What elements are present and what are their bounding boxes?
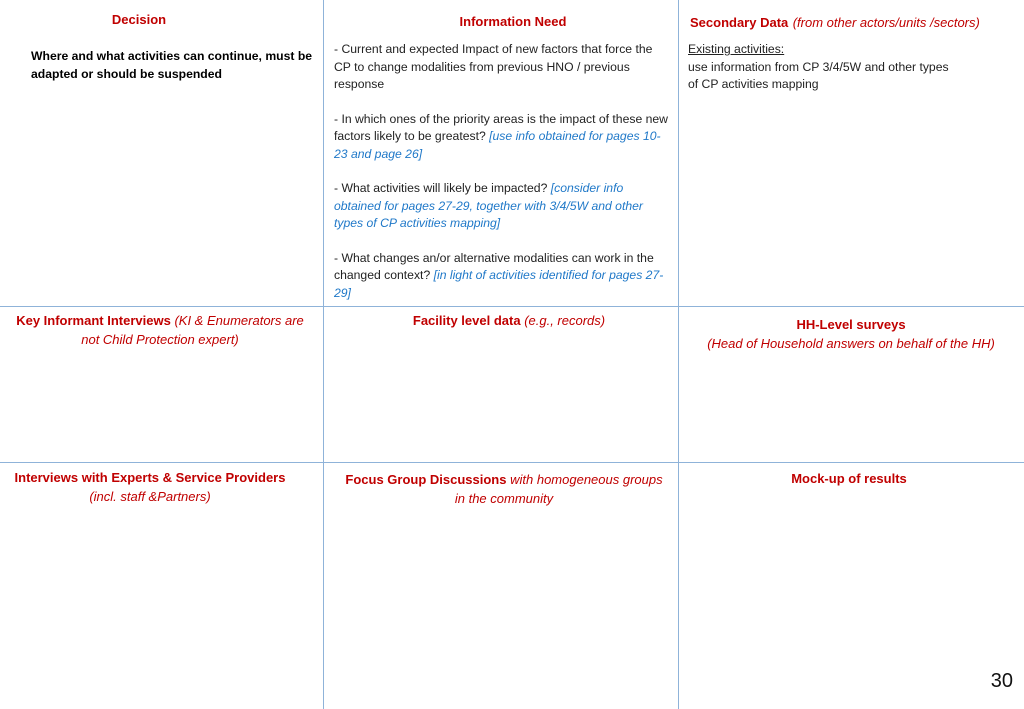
- hh-title: HH-Level surveys: [796, 317, 906, 332]
- mockup-title: Mock-up of results: [791, 471, 907, 486]
- mockup-cell: [678, 463, 1020, 486]
- information-need-item-2: [334, 111, 668, 164]
- information-need-item-3-note: [consider info obtained for pages 27-29, together with 3/4/5W and other types of CP activities mapping]: [334, 181, 643, 230]
- facility-heading: [323, 307, 695, 328]
- kii-cell: [0, 307, 312, 349]
- page-number: 30: [990, 670, 1013, 692]
- information-need-title: Information Need: [459, 14, 567, 29]
- experts-title: Interviews with Experts & Service Providers: [14, 470, 286, 485]
- existing-activities-text: use information from CP 3/4/5W and other types of CP activities mapping: [688, 59, 949, 91]
- fgd-cell: [345, 463, 663, 508]
- experts-cell: [0, 463, 290, 506]
- secondary-data-subtitle: (from other actors/units /sectors): [792, 15, 980, 30]
- fgd-subtitle: with homogeneous groups in the community: [454, 472, 663, 506]
- kii-title: Key Informant Interviews: [16, 313, 171, 328]
- secondary-data-body: [688, 41, 958, 94]
- kii-heading: [0, 307, 312, 349]
- information-need-item-1: [334, 41, 668, 94]
- hh-cell: [678, 307, 1024, 353]
- information-need-item-3: [334, 180, 668, 233]
- decision-text: Where and what activities can continue, must be adapted or should be suspended: [31, 49, 313, 81]
- information-need-item-4-note: [in light of activities identified for pages 27-29]: [334, 268, 664, 300]
- secondary-data-cell: [678, 0, 1024, 306]
- information-need-item-2-text: - In which ones of the priority areas is the impact of these new factors likely to be greatest?: [334, 111, 668, 143]
- facility-title: Facility level data: [412, 313, 521, 328]
- information-need-item-4-text: - What changes an/or alternative modalities can work in the changed context?: [334, 250, 654, 282]
- hh-subtitle: (Head of Household answers on behalf of the HH): [707, 336, 995, 351]
- decision-title: Decision: [111, 12, 167, 27]
- information-need-item-1-text: - Current and expected Impact of new factors that force the CP to change modalities from previous HNO / previous response: [334, 42, 653, 91]
- hh-heading: [678, 307, 1024, 353]
- experts-heading: [0, 463, 290, 506]
- information-need-item-2-note: [use info obtained for pages 10-23 and page 26]: [334, 129, 661, 161]
- fgd-title: Focus Group Discussions: [345, 472, 507, 487]
- secondary-data-heading: [690, 14, 1024, 32]
- facility-cell: [323, 307, 695, 328]
- information-need-cell: [323, 0, 678, 306]
- experts-subtitle: (incl. staff &Partners): [89, 489, 211, 504]
- information-need-item-4: [334, 250, 668, 303]
- decision-cell: [0, 0, 323, 306]
- kii-subtitle: (KI & Enumerators are not Child Protection expert): [81, 313, 304, 347]
- secondary-data-title: Secondary Data: [690, 15, 789, 30]
- fgd-heading: [345, 463, 663, 508]
- facility-subtitle: (e.g., records): [524, 313, 606, 328]
- existing-activities-label: Existing activities:: [688, 42, 785, 56]
- information-need-list: [334, 41, 668, 319]
- information-need-item-3-text: - What activities will likely be impacted?: [334, 181, 548, 195]
